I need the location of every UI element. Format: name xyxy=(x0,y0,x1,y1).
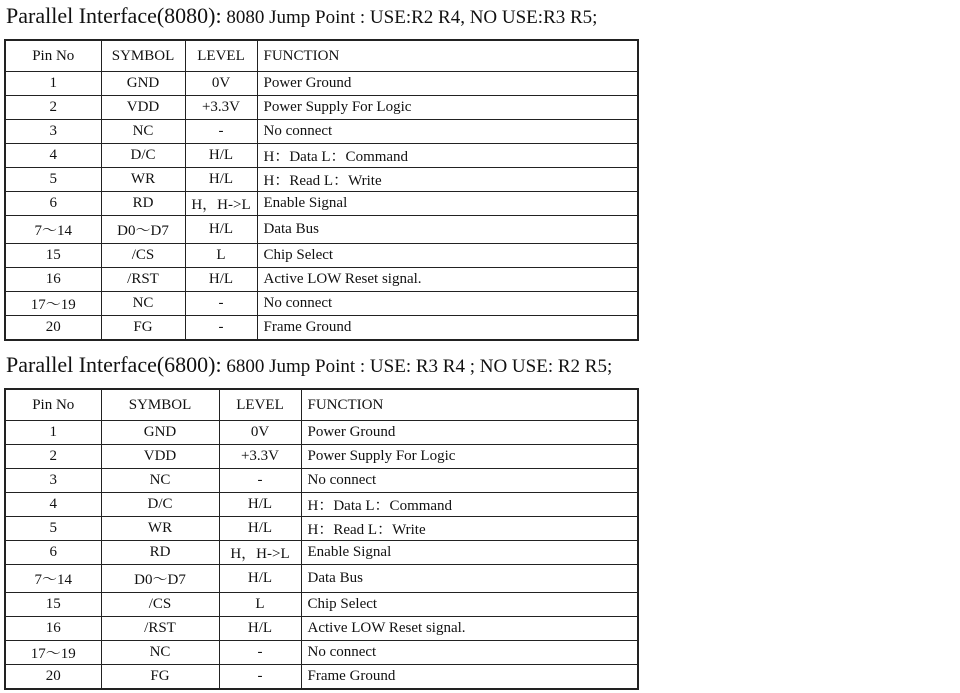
cell-function: Frame Ground xyxy=(257,316,638,341)
title-main: Parallel Interface(6800): xyxy=(6,352,222,377)
header-symbol: SYMBOL xyxy=(101,40,185,72)
section-title-8080 xyxy=(6,5,597,27)
table-row xyxy=(5,665,638,690)
cell-function: No connect xyxy=(257,292,638,316)
cell-level: H/L xyxy=(185,216,257,244)
table-row xyxy=(5,565,638,593)
cell-symbol: WR xyxy=(101,517,219,541)
cell-level: L xyxy=(185,244,257,268)
cell-symbol: NC xyxy=(101,469,219,493)
cell-pin-no: 5 xyxy=(5,168,101,192)
cell-symbol: NC xyxy=(101,641,219,665)
cell-pin-no: 4 xyxy=(5,493,101,517)
table-row xyxy=(5,120,638,144)
cell-function: Power Ground xyxy=(257,72,638,96)
table-row xyxy=(5,493,638,517)
table-row xyxy=(5,268,638,292)
cell-function: Enable Signal xyxy=(301,541,638,565)
cell-symbol: VDD xyxy=(101,96,185,120)
header-level: LEVEL xyxy=(219,389,301,421)
cell-pin-no: 2 xyxy=(5,445,101,469)
table-row xyxy=(5,96,638,120)
table-row xyxy=(5,445,638,469)
cell-symbol: FG xyxy=(101,665,219,690)
cell-symbol: /RST xyxy=(101,617,219,641)
cell-function: Active LOW Reset signal. xyxy=(257,268,638,292)
title-detail: 6800 Jump Point : USE: R3 R4 ; NO USE: R2 R5; xyxy=(221,356,613,377)
cell-symbol: FG xyxy=(101,316,185,341)
cell-function: H：Data L：Command xyxy=(301,493,638,517)
cell-level: - xyxy=(219,469,301,493)
cell-symbol: D0～D7 xyxy=(101,216,185,244)
cell-function: H：Data L：Command xyxy=(257,144,638,168)
cell-symbol: GND xyxy=(101,421,219,445)
header-pin-no: Pin No xyxy=(5,40,101,72)
cell-symbol: VDD xyxy=(101,445,219,469)
header-row xyxy=(5,40,638,72)
cell-pin-no: 1 xyxy=(5,421,101,445)
cell-function: Active LOW Reset signal. xyxy=(301,617,638,641)
table-row xyxy=(5,593,638,617)
cell-symbol: NC xyxy=(101,292,185,316)
table-body xyxy=(5,421,638,690)
table-row xyxy=(5,244,638,268)
title-detail: 8080 Jump Point : USE:R2 R4, NO USE:R3 R5; xyxy=(221,7,598,28)
cell-pin-no: 4 xyxy=(5,144,101,168)
table-row xyxy=(5,292,638,316)
cell-function: Power Supply For Logic xyxy=(257,96,638,120)
cell-symbol: RD xyxy=(101,541,219,565)
cell-level: 0V xyxy=(185,72,257,96)
header-symbol: SYMBOL xyxy=(101,389,219,421)
cell-level: H/L xyxy=(185,268,257,292)
pin-table-8080 xyxy=(4,39,639,341)
cell-pin-no: 20 xyxy=(5,665,101,690)
table-row xyxy=(5,421,638,445)
cell-function: Data Bus xyxy=(301,565,638,593)
cell-function: No connect xyxy=(257,120,638,144)
cell-symbol: GND xyxy=(101,72,185,96)
cell-level: H/L xyxy=(219,565,301,593)
table-row xyxy=(5,316,638,341)
table-row xyxy=(5,617,638,641)
section-title-6800 xyxy=(6,354,612,376)
cell-level: +3.3V xyxy=(185,96,257,120)
cell-symbol: D/C xyxy=(101,493,219,517)
cell-symbol: /RST xyxy=(101,268,185,292)
cell-pin-no: 6 xyxy=(5,541,101,565)
cell-level: +3.3V xyxy=(219,445,301,469)
table-body xyxy=(5,72,638,341)
table-row xyxy=(5,144,638,168)
table-row xyxy=(5,168,638,192)
cell-pin-no: 17～19 xyxy=(5,292,101,316)
header-function: FUNCTION xyxy=(257,40,638,72)
cell-level: - xyxy=(219,641,301,665)
cell-symbol: D0～D7 xyxy=(101,565,219,593)
cell-level: L xyxy=(219,593,301,617)
header-row xyxy=(5,389,638,421)
cell-pin-no: 3 xyxy=(5,120,101,144)
table-row xyxy=(5,517,638,541)
cell-pin-no: 17～19 xyxy=(5,641,101,665)
cell-level: H/L xyxy=(219,517,301,541)
cell-pin-no: 16 xyxy=(5,617,101,641)
cell-pin-no: 7～14 xyxy=(5,216,101,244)
cell-level: H/L xyxy=(185,144,257,168)
cell-function: No connect xyxy=(301,641,638,665)
cell-symbol: /CS xyxy=(101,593,219,617)
cell-pin-no: 3 xyxy=(5,469,101,493)
cell-function: No connect xyxy=(301,469,638,493)
cell-pin-no: 1 xyxy=(5,72,101,96)
cell-function: Data Bus xyxy=(257,216,638,244)
table-row xyxy=(5,216,638,244)
cell-pin-no: 15 xyxy=(5,593,101,617)
cell-level: 0V xyxy=(219,421,301,445)
cell-pin-no: 16 xyxy=(5,268,101,292)
cell-function: Power Ground xyxy=(301,421,638,445)
title-main: Parallel Interface(8080): xyxy=(6,3,222,28)
table-row xyxy=(5,641,638,665)
table-row xyxy=(5,192,638,216)
cell-level: - xyxy=(219,665,301,690)
pin-table-6800 xyxy=(4,388,639,690)
cell-level: H/L xyxy=(219,617,301,641)
cell-symbol: NC xyxy=(101,120,185,144)
table-row xyxy=(5,72,638,96)
cell-function: Chip Select xyxy=(301,593,638,617)
cell-level: - xyxy=(185,316,257,341)
cell-level: H/L xyxy=(219,493,301,517)
cell-level: - xyxy=(185,292,257,316)
cell-symbol: RD xyxy=(101,192,185,216)
cell-pin-no: 5 xyxy=(5,517,101,541)
cell-level: H，H->L xyxy=(185,192,257,216)
cell-pin-no: 6 xyxy=(5,192,101,216)
cell-symbol: D/C xyxy=(101,144,185,168)
header-pin-no: Pin No xyxy=(5,389,101,421)
cell-function: H：Read L：Write xyxy=(301,517,638,541)
header-function: FUNCTION xyxy=(301,389,638,421)
cell-function: H：Read L：Write xyxy=(257,168,638,192)
cell-function: Power Supply For Logic xyxy=(301,445,638,469)
cell-pin-no: 2 xyxy=(5,96,101,120)
cell-level: H，H->L xyxy=(219,541,301,565)
cell-pin-no: 15 xyxy=(5,244,101,268)
cell-function: Frame Ground xyxy=(301,665,638,690)
cell-function: Enable Signal xyxy=(257,192,638,216)
cell-pin-no: 7～14 xyxy=(5,565,101,593)
table-row xyxy=(5,469,638,493)
cell-level: - xyxy=(185,120,257,144)
cell-pin-no: 20 xyxy=(5,316,101,341)
cell-function: Chip Select xyxy=(257,244,638,268)
table-row xyxy=(5,541,638,565)
header-level: LEVEL xyxy=(185,40,257,72)
cell-symbol: /CS xyxy=(101,244,185,268)
cell-symbol: WR xyxy=(101,168,185,192)
cell-level: H/L xyxy=(185,168,257,192)
